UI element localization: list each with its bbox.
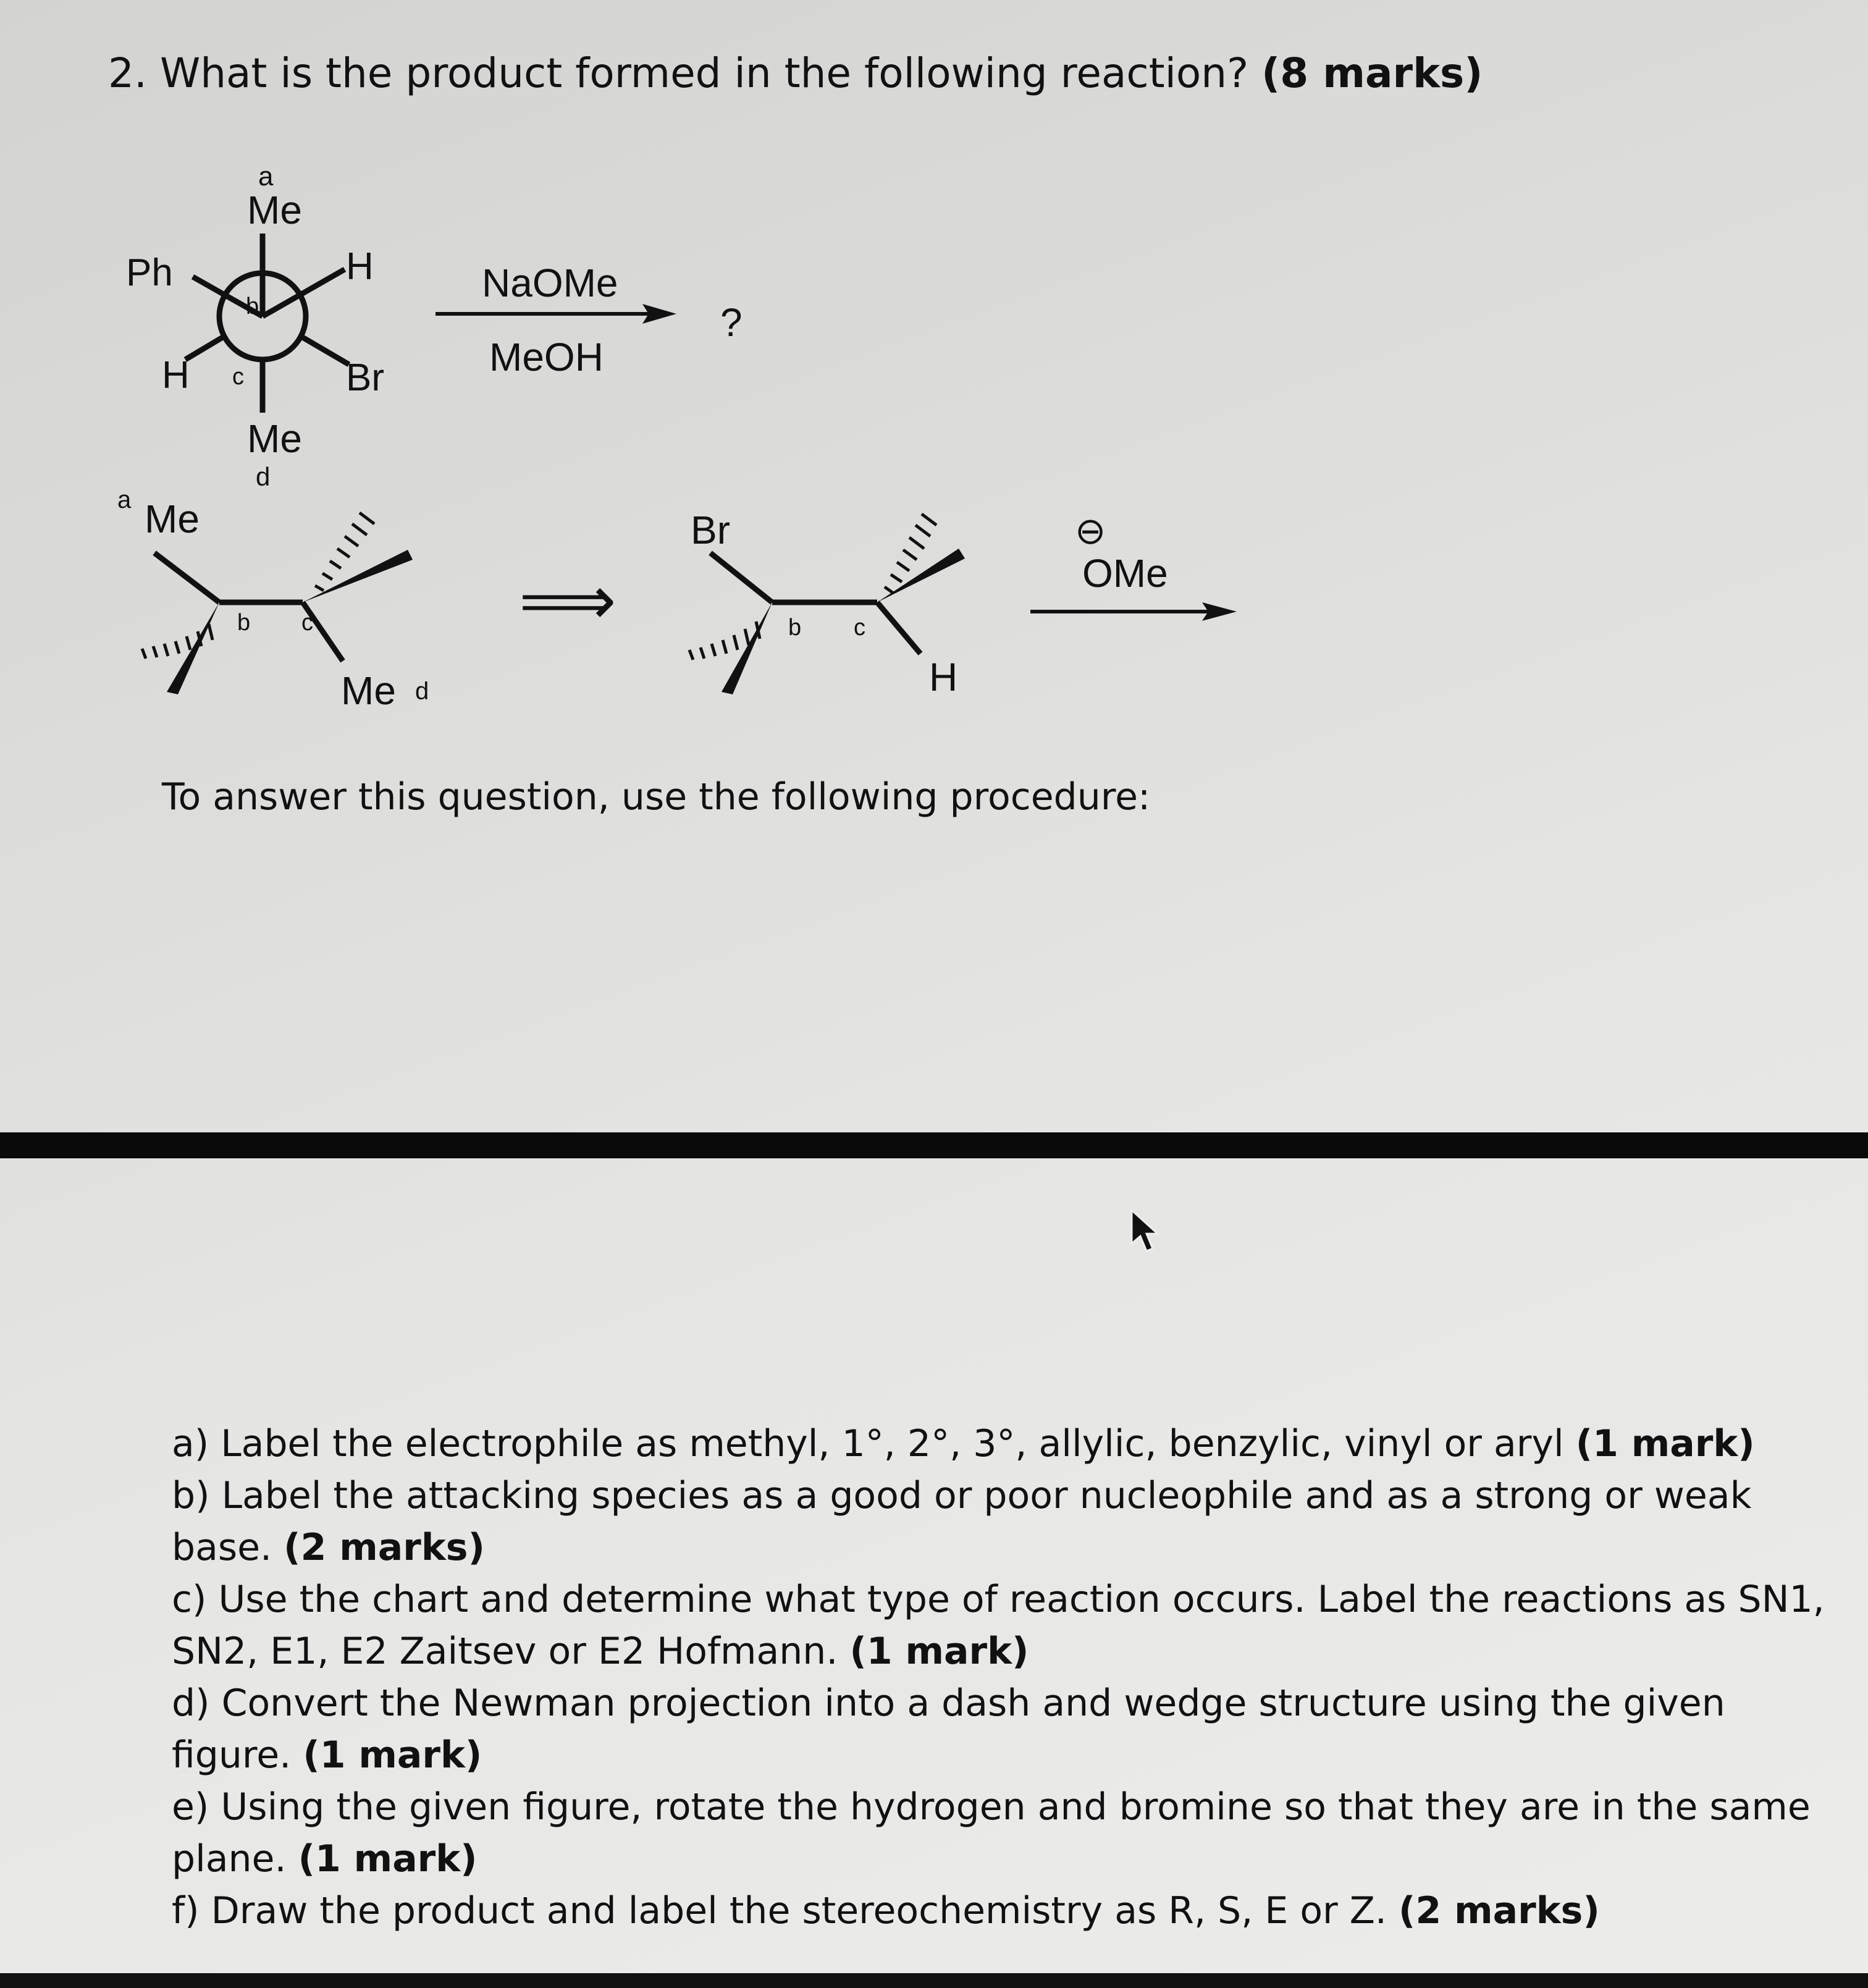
left-tag-a: a xyxy=(117,486,132,513)
bond-to-top-me xyxy=(154,553,219,602)
reaction-scheme xyxy=(0,0,1868,803)
newman-back-bottom-label: Me xyxy=(247,416,302,461)
right-bottom-h-label: H xyxy=(929,655,958,699)
screen-bottom-edge xyxy=(0,1973,1868,1988)
bond-to-h xyxy=(877,602,920,654)
mouse-cursor-icon xyxy=(1129,1208,1166,1257)
methoxide-charge: ⊖ xyxy=(1075,510,1106,552)
bond-to-br xyxy=(710,553,772,602)
newman-back-right-label: Br xyxy=(346,356,384,399)
right-tag-b: b xyxy=(788,615,802,641)
product-unknown: ? xyxy=(720,300,743,345)
procedure-steps xyxy=(172,1418,1827,1937)
dash-wedge-structure-right xyxy=(689,514,965,694)
step-a: a) Label the electrophile as methyl, 1°, 2°, 3°, allylic, benzylic, vinyl or aryl (1 mark) xyxy=(172,1422,1755,1465)
step-e: e) Using the given figure, rotate the hydrogen and bromine so that they are in the same plane. (1 mark) xyxy=(172,1785,1811,1881)
reagent-bottom: MeOH xyxy=(489,335,604,379)
implies-arrow: ⟹ xyxy=(519,563,616,639)
left-tag-d: d xyxy=(415,678,429,705)
newman-tag-b: b xyxy=(246,293,259,319)
right-tag-c: c xyxy=(854,615,865,641)
question-text: What is the product formed in the following reaction? xyxy=(159,49,1249,97)
step-b: b) Label the attacking species as a good or poor nucleophile and as a strong or weak base. (2 marks) xyxy=(172,1474,1752,1569)
newman-front-top-label: Me xyxy=(247,188,302,232)
left-tag-c: c xyxy=(301,610,313,636)
left-top-me-label: Me xyxy=(145,497,200,541)
step-c: c) Use the chart and determine what type of reaction occurs. Label the reactions as SN1, SN2, E1, E2 Zaitsev or E2 Hofmann. (1 mark) xyxy=(172,1578,1825,1673)
newman-back-left-label: H xyxy=(162,354,190,397)
newman-tag-a: a xyxy=(258,161,274,192)
newman-tag-d: d xyxy=(256,462,271,491)
newman-projection xyxy=(185,234,349,413)
wedge-bond-right xyxy=(303,550,413,602)
methoxide-label: OMe xyxy=(1082,551,1168,596)
newman-front-left-label: Ph xyxy=(126,251,173,294)
left-tag-b: b xyxy=(237,610,251,636)
step-d: d) Convert the Newman projection into a dash and wedge structure using the given figure. (1 mark) xyxy=(172,1682,1725,1777)
reagent-top: NaOMe xyxy=(482,261,618,305)
question-number: 2. xyxy=(108,49,147,97)
newman-back-bond-right xyxy=(301,337,349,364)
newman-front-right-label: H xyxy=(346,245,374,288)
procedure-intro: To answer this question, use the following procedure: xyxy=(162,775,1151,819)
step-f: f) Draw the product and label the stereochemistry as R, S, E or Z. (2 marks) xyxy=(172,1889,1600,1932)
hashed-bond-left xyxy=(142,624,212,659)
right-top-br-label: Br xyxy=(691,508,730,552)
left-bottom-me-label: Me xyxy=(341,668,396,713)
wedge-bond-left xyxy=(167,602,219,694)
newman-back-bond-left xyxy=(185,337,224,360)
hashed-bond-right xyxy=(315,513,374,591)
question-marks: (8 marks) xyxy=(1261,49,1483,97)
newman-tag-c: c xyxy=(232,364,244,390)
wedge-bond-right-struct-left xyxy=(722,602,772,694)
section-divider xyxy=(0,1132,1868,1158)
